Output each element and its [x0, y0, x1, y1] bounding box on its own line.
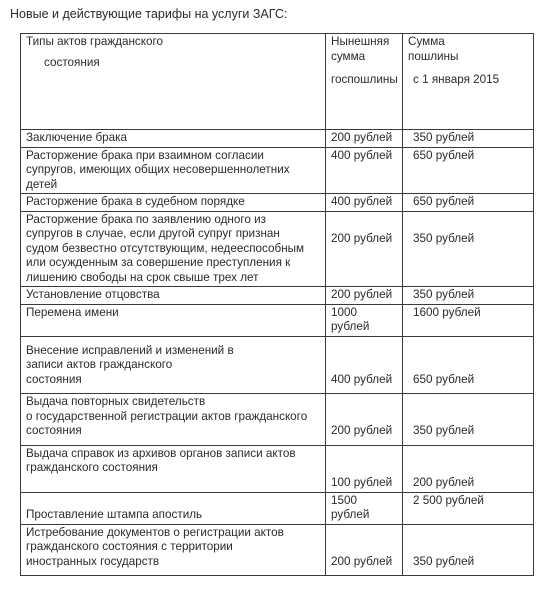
row-current-fee: 400 рублей	[331, 148, 393, 162]
row-type: Расторжение брака в судебном порядке	[26, 195, 245, 208]
row-current-cell	[326, 130, 403, 148]
row-new-cell	[403, 524, 534, 576]
table-row	[21, 394, 534, 446]
row-current-cell	[326, 524, 403, 576]
row-new-fee: 1600 рублей	[413, 305, 481, 319]
row-current-fee: 200 рублей	[331, 424, 393, 437]
row-type: Заключение брака	[26, 131, 128, 144]
header-new-cell	[403, 34, 534, 130]
row-type-cell	[21, 394, 326, 446]
row-new-fee: 350 рублей	[413, 424, 475, 437]
row-type-cell	[21, 304, 326, 336]
row-current-cell	[326, 394, 403, 446]
row-new-cell	[403, 394, 534, 446]
row-current-cell	[326, 492, 403, 524]
table-row	[21, 492, 534, 524]
row-current-fee: 200 рублей	[331, 288, 393, 301]
row-new-fee: 2 500 рублей	[413, 493, 484, 507]
row-new-fee: 350 рублей	[413, 231, 475, 245]
row-new-cell	[403, 211, 534, 287]
row-current-fee: 100 рублей	[331, 476, 393, 489]
row-new-cell	[403, 445, 534, 492]
row-new-fee: 350 рублей	[413, 131, 475, 144]
row-current-cell	[326, 445, 403, 492]
header-current-line2: госпошлины	[331, 73, 398, 86]
row-type: Установление отцовства	[26, 288, 160, 301]
header-current-line1: Нынешняя сумма	[331, 35, 390, 63]
row-type: Выдача справок из архивов органов записи актов гражданского состояния	[26, 446, 296, 474]
row-new-cell	[403, 492, 534, 524]
table-row	[21, 287, 534, 305]
row-new-cell	[403, 304, 534, 336]
table-row	[21, 445, 534, 492]
row-type: Расторжение брака по заявлению одного из супругов в случае, если другой супруг признан судом безвестно отсутствующим, недееспособным или осужденным за совершение преступления к лишению свободы на срок свыше трех лет	[26, 212, 305, 284]
page-heading: Новые и действующие тарифы на услуги ЗАГС:	[10, 7, 288, 21]
row-current-fee: 400 рублей	[331, 372, 393, 386]
tariffs-table	[20, 33, 534, 576]
table-row	[21, 194, 534, 212]
row-new-cell	[403, 194, 534, 212]
header-type-line2: состояния	[44, 55, 100, 69]
row-current-fee: 200 рублей	[331, 231, 393, 245]
row-type: Проставление штампа апостиль	[26, 508, 203, 521]
row-type: Истребование документов о регистрации актов гражданского состояния с территории иностранных государств	[26, 525, 284, 568]
row-current-fee: 1000 рублей	[331, 305, 370, 333]
row-new-cell	[403, 287, 534, 305]
table-row	[21, 304, 534, 336]
table-row	[21, 130, 534, 148]
row-type-cell	[21, 524, 326, 576]
header-current-cell	[326, 34, 403, 130]
row-new-fee: 650 рублей	[413, 372, 475, 386]
row-current-cell	[326, 287, 403, 305]
row-type-cell	[21, 287, 326, 305]
row-current-cell	[326, 194, 403, 212]
row-type-cell	[21, 492, 326, 524]
row-new-fee: 650 рублей	[413, 148, 475, 162]
header-new-line2: с 1 января 2015	[413, 73, 500, 86]
row-type-cell	[21, 130, 326, 148]
row-current-cell	[326, 336, 403, 394]
table-row	[21, 524, 534, 576]
row-type-cell	[21, 445, 326, 492]
row-type: Внесение исправлений и изменений в записи актов гражданского состояния	[26, 343, 234, 386]
table-row	[21, 336, 534, 394]
row-new-fee: 200 рублей	[413, 476, 475, 489]
row-type-cell	[21, 336, 326, 394]
row-type-cell	[21, 211, 326, 287]
header-new-line1: Сумма пошлины	[408, 35, 459, 63]
row-current-fee: 200 рублей	[331, 554, 393, 568]
row-current-cell	[326, 211, 403, 287]
table-row	[21, 147, 534, 194]
table-header-row	[21, 34, 534, 130]
row-type: Выдача повторных свидетельств о государственной регистрации актов гражданского состояния	[26, 395, 308, 437]
row-new-cell	[403, 336, 534, 394]
header-type-line1: Типы актов гражданского	[26, 35, 164, 48]
row-new-fee: 650 рублей	[413, 195, 475, 208]
row-type-cell	[21, 194, 326, 212]
row-type-cell	[21, 147, 326, 194]
row-current-cell	[326, 147, 403, 194]
header-type-cell	[21, 34, 326, 130]
row-current-cell	[326, 304, 403, 336]
row-type: Расторжение брака при взаимном согласии супругов, имеющих общих несовершеннолетних детей	[26, 148, 290, 191]
row-new-fee: 350 рублей	[413, 554, 475, 568]
row-current-fee: 200 рублей	[331, 131, 393, 144]
table-row	[21, 211, 534, 287]
row-type: Перемена имени	[26, 305, 119, 319]
row-new-fee: 350 рублей	[413, 288, 475, 301]
row-current-fee: 1500 рублей	[331, 493, 370, 521]
row-new-cell	[403, 130, 534, 148]
row-current-fee: 400 рублей	[331, 195, 393, 208]
row-new-cell	[403, 147, 534, 194]
